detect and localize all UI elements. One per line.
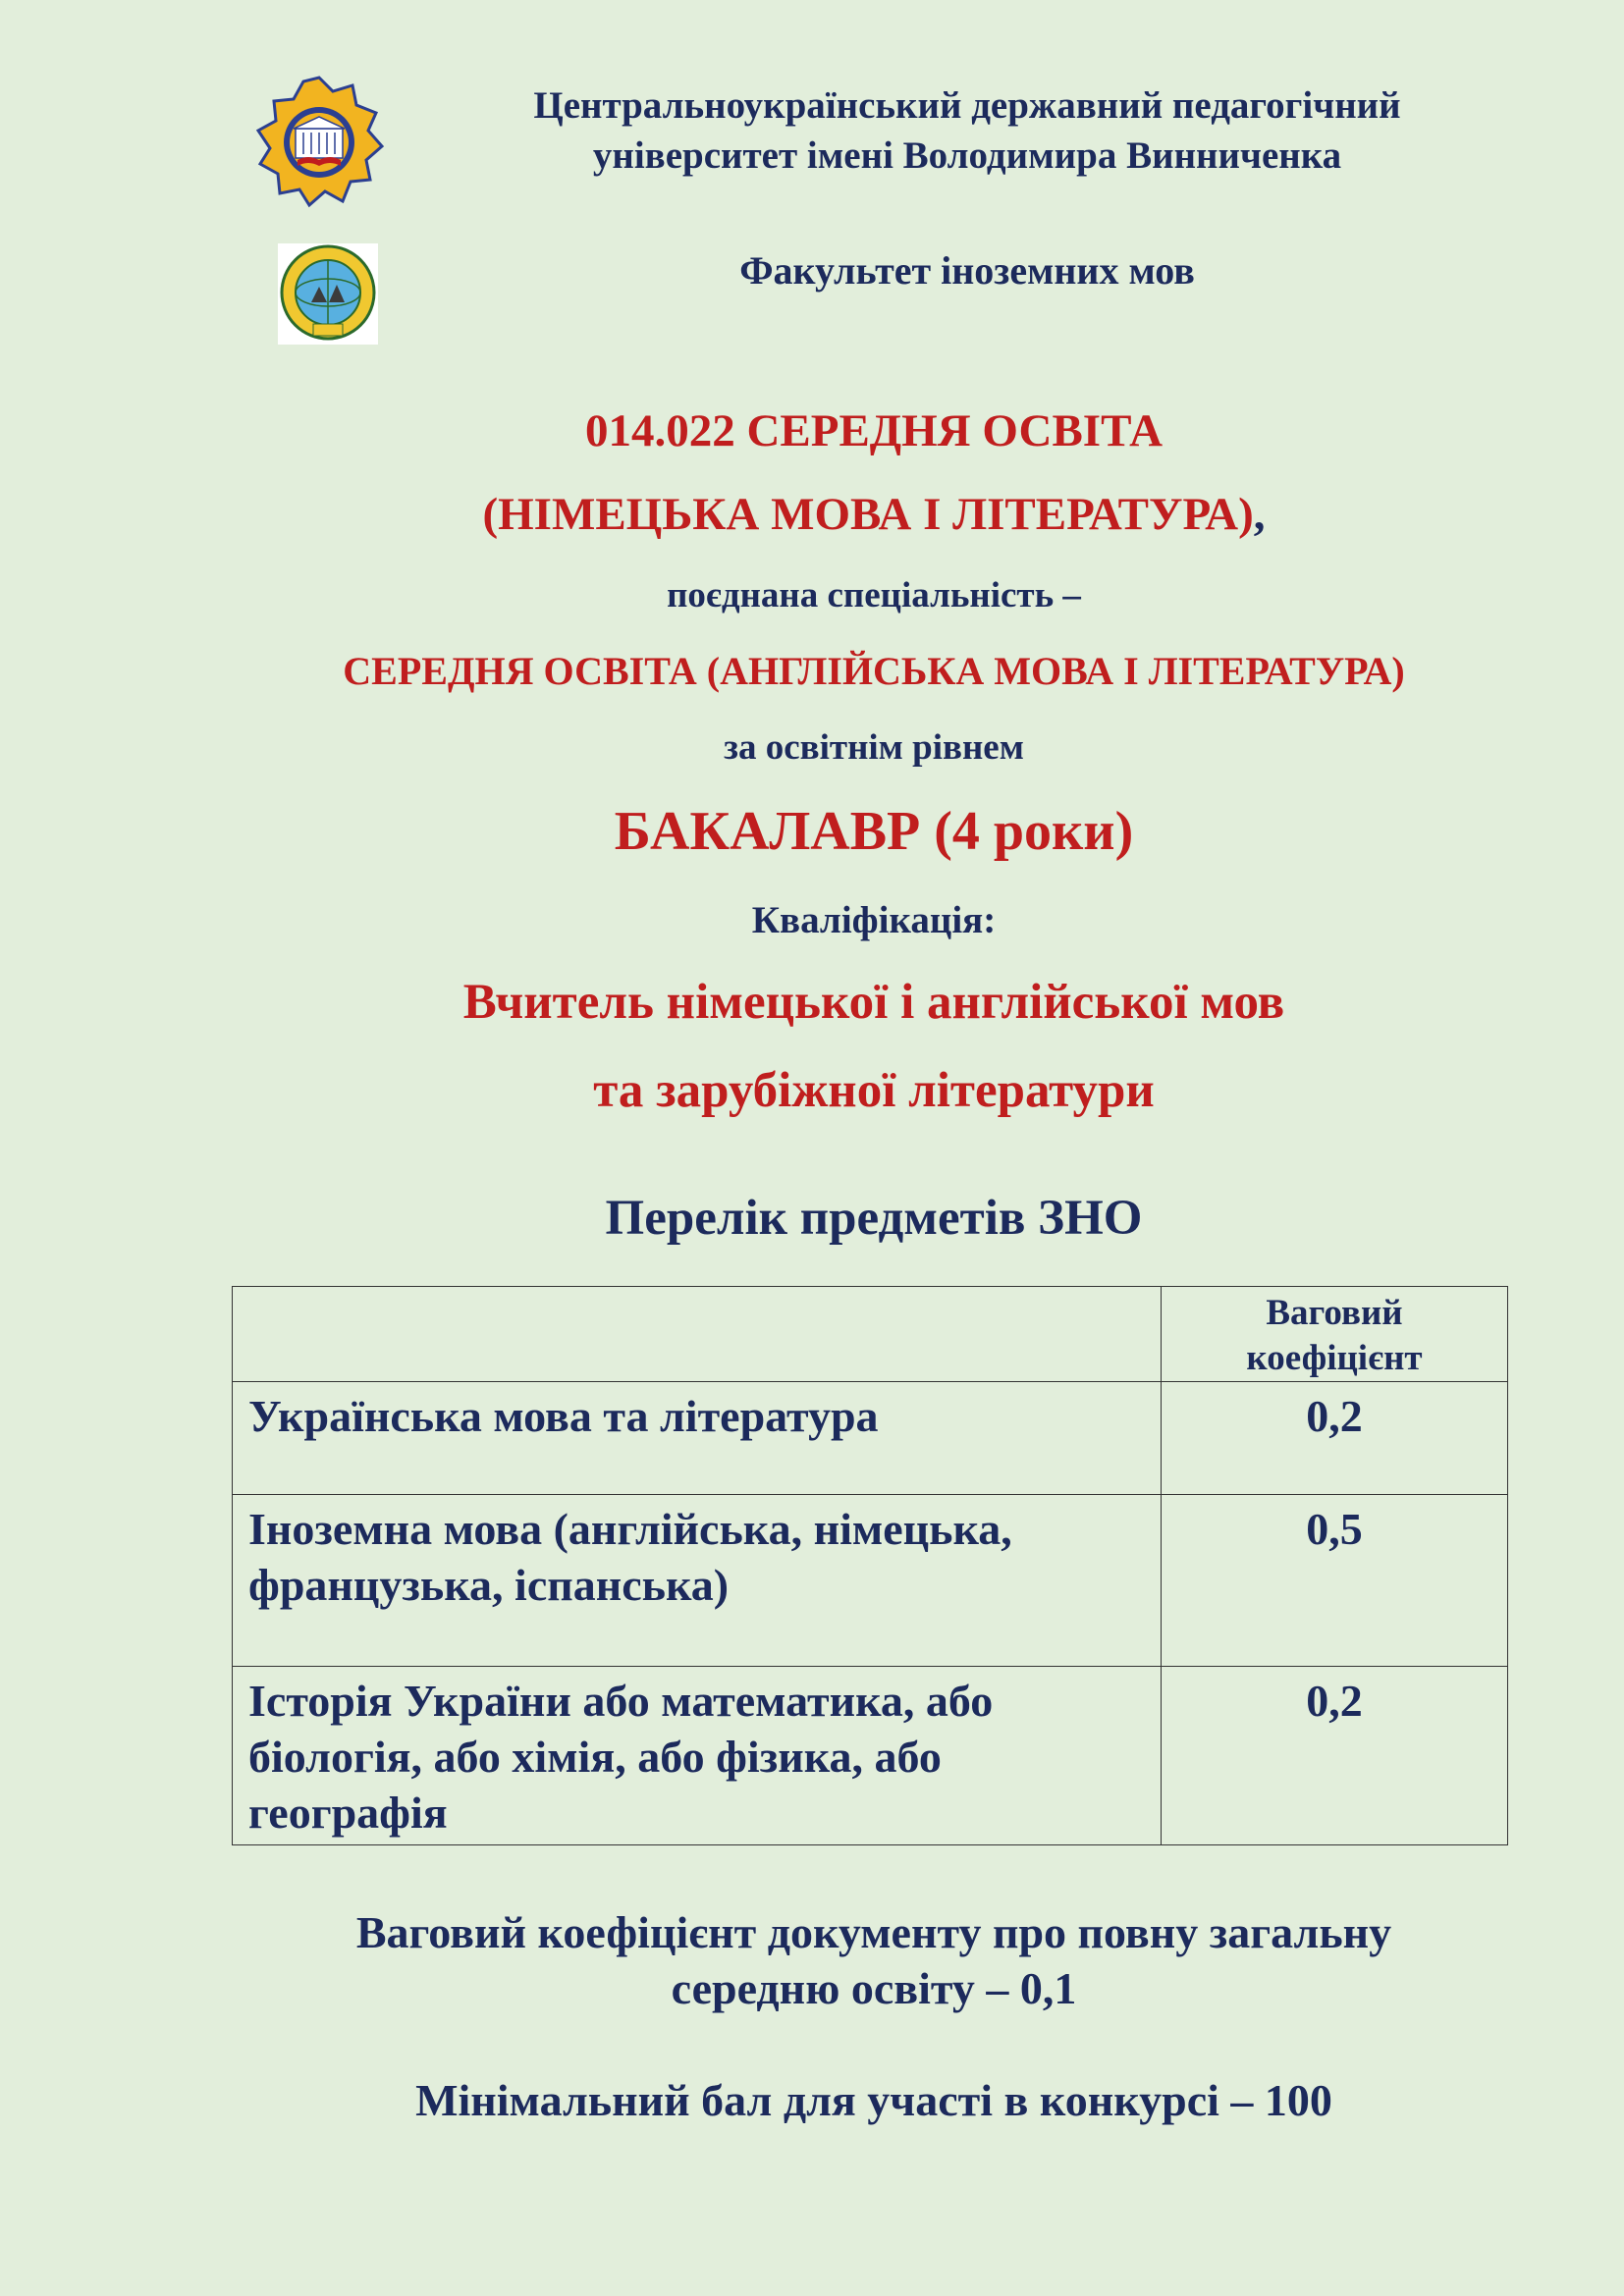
program-code: 014.022 СЕРЕДНЯ ОСВІТА — [584, 405, 1164, 456]
faculty-logo — [278, 243, 378, 345]
zno-subjects-table — [232, 1286, 1508, 1845]
education-level-label: за освітнім рівнем — [724, 727, 1024, 768]
header-coefficient-line1: Ваговий — [1266, 1293, 1403, 1333]
combined-specialty-label: поєднана спеціальність – — [667, 575, 1081, 615]
table-row — [233, 1667, 1508, 1845]
program-specialty-text: (НІМЕЦЬКА МОВА І ЛІТЕРАТУРА) — [482, 489, 1254, 540]
program-specialty — [236, 488, 1512, 541]
subject-line: Іноземна мова (англійська, німецька, — [248, 1504, 1012, 1554]
table-header-row — [233, 1287, 1508, 1382]
table-row — [233, 1382, 1508, 1495]
university-name-line1: Центральноукраїнський державний педагогічний — [533, 84, 1401, 127]
coefficient-cell: 0,5 — [1162, 1495, 1508, 1667]
table-row — [233, 1495, 1508, 1667]
coefficient-cell: 0,2 — [1162, 1667, 1508, 1845]
subject-line: географія — [248, 1788, 448, 1838]
subject-line: Історія України або математика, або — [248, 1676, 994, 1726]
program-specialty-comma: , — [1253, 489, 1266, 540]
university-name-line2: університет імені Володимира Винниченка — [592, 134, 1342, 177]
university-emblem-icon — [245, 74, 393, 211]
subject-line: французька, іспанська) — [248, 1560, 730, 1610]
document-coefficient-note — [236, 1904, 1512, 2016]
subject-cell — [233, 1495, 1162, 1667]
subject-cell — [233, 1382, 1162, 1495]
subject-line: біологія, або хімія, або фізика, або — [248, 1732, 942, 1782]
minimum-score-note: Мінімальний бал для участі в конкурсі – 100 — [415, 2075, 1332, 2125]
education-level: БАКАЛАВР (4 роки) — [614, 801, 1134, 862]
zno-title: Перелік предметів ЗНО — [605, 1191, 1143, 1246]
university-logo — [245, 74, 393, 211]
header-coefficient-line2: коефіцієнт — [1246, 1338, 1423, 1378]
document-coefficient-line1: Ваговий коефіцієнт документу про повну загальну — [355, 1907, 1392, 1957]
subject-line: Українська мова та література — [248, 1391, 879, 1441]
qualification-line1: Вчитель німецької і англійської мов — [462, 975, 1285, 1030]
qualification-label: Кваліфікація: — [751, 899, 997, 941]
faculty-name: Факультет іноземних мов — [739, 248, 1195, 293]
coefficient-cell: 0,2 — [1162, 1382, 1508, 1495]
university-name — [412, 80, 1522, 181]
combined-specialty: СЕРЕДНЯ ОСВІТА (АНГЛІЙСЬКА МОВА І ЛІТЕРАТУРА) — [343, 649, 1405, 693]
subject-cell — [233, 1667, 1162, 1845]
document-coefficient-line2: середню освіту – 0,1 — [671, 1963, 1077, 2013]
faculty-emblem-icon — [278, 243, 378, 345]
header-coefficient-cell — [1162, 1287, 1508, 1382]
qualification-line2: та зарубіжної літератури — [593, 1063, 1155, 1118]
header-subject-cell — [233, 1287, 1162, 1382]
